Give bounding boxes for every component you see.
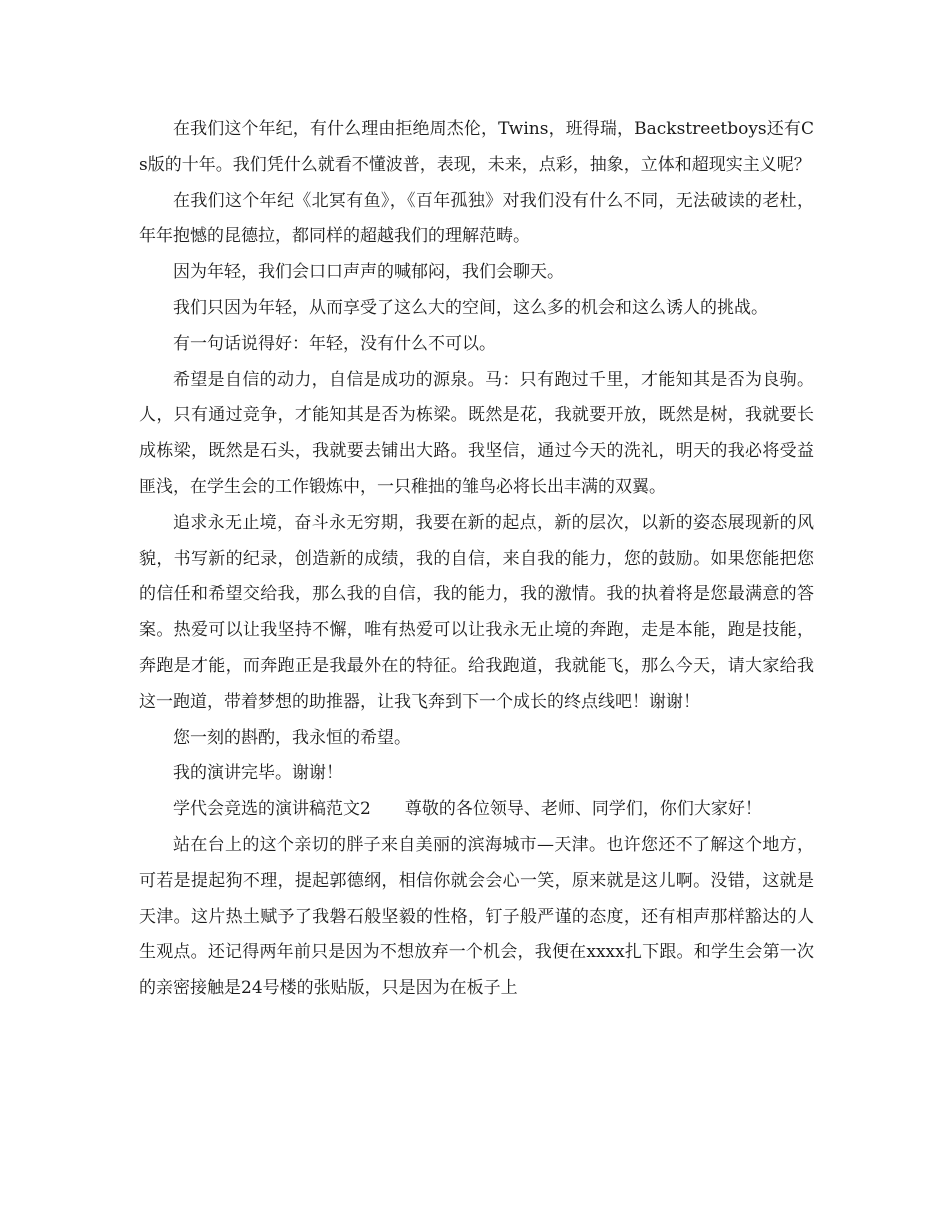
paragraph-2: 在我们这个年纪《北冥有鱼》，《百年孤独》对我们没有什么不同，无法破读的老杜，年年抱憾的昆德拉，都同样的超越我们的理解范畴。	[139, 190, 814, 247]
document-body	[139, 112, 814, 1007]
paragraph-7: 追求永无止境，奋斗永无穷期，我要在新的起点，新的层次，以新的姿态展现新的风貌，书写新的纪录，创造新的成绩，我的自信，来自我的能力，您的鼓励。如果您能把您的信任和希望交给我，那么我的自信，我的能力，我的激情。我的执着将是您最满意的答案。热爱可以让我坚持不懈，唯有热爱可以让我永无止境的奔跑，走是本能，跑是技能，奔跑是才能，而奔跑正是我最外在的特征。给我跑道，我就能飞，那么今天，请大家给我这一跑道，带着梦想的助推器，让我飞奔到下一个成长的终点线吧！谢谢！	[139, 512, 814, 712]
paragraph-1: 在我们这个年纪，有什么理由拒绝周杰伦，Twins，班得瑞，Backstreetboys还有Cs版的十年。我们凭什么就看不懂波普，表现，未来，点彩，抽象，立体和超现实主义呢？	[139, 119, 814, 175]
paragraph-8: 您一刻的斟酌，我永恒的希望。	[173, 727, 411, 748]
paragraph-4: 我们只因为年轻，从而享受了这么大的空间，这么多的机会和这么诱人的挑战。	[173, 297, 768, 318]
paragraph-9: 我的演讲完毕。谢谢！	[173, 763, 343, 784]
paragraph-6: 希望是自信的动力，自信是成功的源泉。马：只有跑过千里，才能知其是否为良驹。人，只有通过竞争，才能知其是否为栋梁。既然是花，我就要开放，既然是树，我就要长成栋梁，既然是石头，我就要去铺出大路。我坚信，通过今天的洗礼，明天的我必将受益匪浅，在学生会的工作锻炼中，一只稚拙的雏鸟必将长出丰满的双翼。	[139, 369, 814, 497]
paragraph-10: 学代会竞选的演讲稿范文2 尊敬的各位领导、老师、同学们，你们大家好！	[173, 799, 762, 820]
paragraph-11: 站在台上的这个亲切的胖子来自美丽的滨海城市—天津。也许您还不了解这个地方，可若是提起狗不理，提起郭德纲，相信你就会会心一笑，原来就是这儿啊。没错，这就是天津。这片热土赋予了我磐石般坚毅的性格，钉子般严谨的态度，还有相声那样豁达的人生观点。还记得两年前只是因为不想放弃一个机会，我便在xxxx扎下跟。和学生会第一次的亲密接触是24号楼的张贴版，只是因为在板子上	[139, 834, 814, 999]
paragraph-3: 因为年轻，我们会口口声声的喊郁闷，我们会聊天。	[173, 262, 564, 283]
paragraph-5: 有一句话说得好：年轻，没有什么不可以。	[173, 333, 496, 354]
